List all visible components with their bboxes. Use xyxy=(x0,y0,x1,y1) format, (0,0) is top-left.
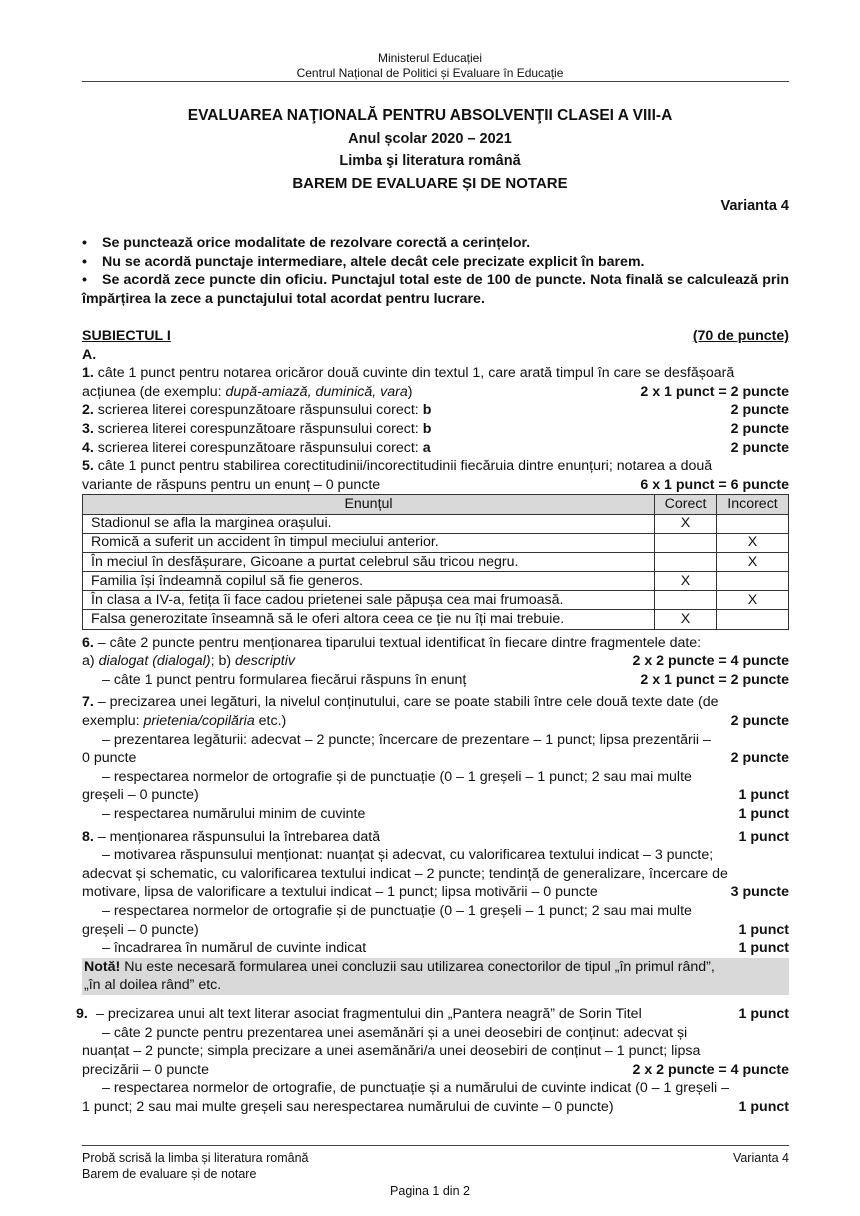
column-header: Corect xyxy=(655,495,717,514)
question-7-subitem-score: 0 puncte 2 puncte xyxy=(82,750,789,767)
score: 1 punct xyxy=(738,921,789,938)
page-number: Pagina 1 din 2 xyxy=(390,1184,470,1198)
column-header: Enunțul xyxy=(83,495,655,514)
footer-variant: Varianta 4 xyxy=(732,1151,789,1165)
subiect-section xyxy=(76,327,789,1117)
table-row: Romică a suferit un accident în timpul meciului anterior. X xyxy=(83,533,789,552)
table-row: Familia își îndeamnă copilul să fie generos. X xyxy=(83,572,789,591)
question-8-subitem-score: greșeli – 0 puncte) 1 punct xyxy=(82,921,789,938)
score: 2 x 1 punct = 2 puncte xyxy=(640,671,789,688)
subject-title: Limba şi literatura română xyxy=(339,153,521,169)
score: 1 punct xyxy=(738,806,789,822)
question-4: 4. scrierea literei corespunzătoare răspunsului corect: a 2 puncte xyxy=(82,439,789,456)
score: 6 x 1 punct = 6 puncte xyxy=(640,476,789,493)
question-2: 2. scrierea literei corespunzătoare răspunsului corect: b 2 puncte xyxy=(82,402,789,419)
barem-title: BAREM DE EVALUARE ȘI DE NOTARE xyxy=(292,174,568,192)
statements-table xyxy=(82,494,789,629)
question-9-subitem-cont: nuanțat – 2 puncte; simpla precizare a unei asemănări/a unei deosebiri de conținut – 1 punct; lipsa xyxy=(82,1043,701,1060)
table-row: În clasa a IV-a, fetița îi face cadou prietenei sale păpușa cea mai frumoasă. X xyxy=(83,591,789,610)
ministry-name: Ministerul Educației xyxy=(377,51,483,65)
table-row: Stadionul se afla la marginea orașului. X xyxy=(83,514,789,533)
question-7-subitem: – respectarea numărului minim de cuvinte 1 punct xyxy=(102,806,789,822)
note-box: Notă! Nu este necesară formularea unei concluzii sau utilizarea conectorilor de tipul „în primul rând”, „în al doilea rând” etc. xyxy=(82,958,789,995)
question-6-score-row: a) dialogat (dialogal); b) descriptiv 2 x 2 puncte = 4 puncte xyxy=(82,653,789,670)
footer-exam-name: Probă scrisă la limba și literatura română xyxy=(82,1151,309,1165)
question-8-subitem: – respectarea normelor de ortografie și de punctuație (0 – 1 greșeli – 1 punct; 2 sau mai multe xyxy=(102,902,692,919)
rule-item: • Se acordă zece puncte din oficiu. Punctajul total este de 100 de puncte. Nota finală se calculează prin împărțirea la zece a punctajului total acordat pentru lucrare. xyxy=(82,272,789,307)
score: 2 puncte xyxy=(730,420,789,437)
score: 2 puncte xyxy=(730,750,789,767)
question-6-subitem: – câte 1 punct pentru formularea fiecărui răspuns în enunț 2 x 1 punct = 2 puncte xyxy=(102,671,789,688)
table-row: Falsa generozitate înseamnă să le oferi altora ceea ce ție nu îți mai trebuie. X xyxy=(83,610,789,629)
question-9-subitem-score: 1 punct; 2 sau mai multe greșeli sau nerespectarea numărului de cuvinte – 0 puncte) 1 punct xyxy=(82,1098,789,1115)
rules-list xyxy=(82,234,789,308)
header-divider xyxy=(82,81,789,82)
center-name: Centrul Național de Politici și Evaluare în Educație xyxy=(296,66,564,80)
score: 1 punct xyxy=(738,1005,789,1022)
question-1-score-row: acțiunea (de exemplu: după-amiază, duminică, vara) 2 x 1 punct = 2 puncte xyxy=(82,383,789,400)
question-7-score-row: exemplu: prietenia/copilăria etc.) 2 puncte xyxy=(82,713,789,730)
page-footer xyxy=(82,1150,789,1182)
question-9-subitem-score: precizării – 0 puncte 2 x 2 puncte = 4 puncte xyxy=(82,1061,789,1078)
table-header-row xyxy=(83,495,789,514)
subiect-title: SUBIECTUL I xyxy=(82,328,171,344)
question-6: 6. – câte 2 puncte pentru menționarea tiparului textual identificat în fiecare dintre fragmentele date: xyxy=(82,634,702,651)
score: 1 punct xyxy=(738,787,789,804)
ministry-header xyxy=(0,51,860,81)
footer-barem-name: Barem de evaluare și de notare xyxy=(82,1167,257,1181)
question-5: 5. câte 1 punct pentru stabilirea corectitudinii/incorectitudinii fiecăruia dintre enunțuri; notarea a două xyxy=(82,458,713,475)
question-1: 1. câte 1 punct pentru notarea oricăror două cuvinte din textul 1, care arată timpul în care se desfășoară xyxy=(82,365,735,382)
exam-title: EVALUAREA NAŢIONALĂ PENTRU ABSOLVENŢII CLASEI A VIII-A xyxy=(187,107,673,124)
footer-divider xyxy=(82,1145,789,1146)
score: 1 punct xyxy=(738,1098,789,1115)
question-8-subitem-cont: adecvat și schematic, cu valorificarea textului indicat – 2 puncte; tendință de generalizare, încercare de xyxy=(82,865,728,882)
note-label: Notă! xyxy=(84,958,121,975)
score: 1 punct xyxy=(738,940,789,957)
rule-item: • Se punctează orice modalitate de rezolvare corectă a cerințelor. xyxy=(82,235,531,251)
school-year: Anul școlar 2020 – 2021 xyxy=(348,130,512,147)
score: 2 puncte xyxy=(730,439,789,456)
subiect-heading xyxy=(82,327,789,346)
question-8-subitem-score: motivare, lipsa de valorificare a textului indicat – 1 punct; lipsa motivării – 0 puncte 3 puncte xyxy=(82,884,789,901)
column-header: Incorect xyxy=(717,495,789,514)
title-block xyxy=(0,106,860,196)
question-9-subitem: – respectarea normelor de ortografie, de punctuație și a numărului de cuvinte indicat (0 – 1 greșeli – xyxy=(102,1080,729,1097)
section-label: A. xyxy=(82,346,97,363)
score: 2 x 2 puncte = 4 puncte xyxy=(632,653,789,670)
score: 2 puncte xyxy=(730,713,789,730)
score: 2 puncte xyxy=(730,402,789,419)
score: 2 x 2 puncte = 4 puncte xyxy=(632,1061,789,1078)
question-5-score-row: variante de răspuns pentru un enunț – 0 puncte 6 x 1 punct = 6 puncte xyxy=(82,476,789,493)
question-7: 7. – precizarea unei legături, la nivelul conținutului, care se poate stabili între cele două texte date (de xyxy=(82,694,719,711)
question-7-subitem: – prezentarea legăturii: adecvat – 2 puncte; încercare de prezentare – 1 punct; lipsa prezentării – xyxy=(102,731,711,748)
score: 2 x 1 punct = 2 puncte xyxy=(640,383,789,400)
score: 1 punct xyxy=(738,828,789,845)
question-8-subitem: – motivarea răspunsului menționat: nuanțat și adecvat, cu valorificarea textului indicat – 3 puncte; xyxy=(102,847,714,864)
rule-item: • Nu se acordă punctaje intermediare, altele decât cele precizate explicit în barem. xyxy=(82,253,645,270)
question-7-subitem: – respectarea normelor de ortografie și de punctuație (0 – 1 greșeli – 1 punct; 2 sau mai multe xyxy=(102,768,692,785)
score: 3 puncte xyxy=(730,884,789,901)
variant-label: Varianta 4 xyxy=(720,198,789,214)
question-9: 9. – precizarea unui alt text literar asociat fragmentului din „Pantera neagră” de Sorin Titel 1 punct xyxy=(76,1005,789,1022)
question-9-subitem: – câte 2 puncte pentru prezentarea unei asemănări și a unei deosebiri de conținut: adecvat și xyxy=(102,1024,688,1041)
question-8: 8. – menționarea răspunsului la întrebarea dată 1 punct xyxy=(82,828,789,845)
subiect-points: (70 de puncte) xyxy=(692,328,789,344)
table-row: În meciul în desfășurare, Gicoane a purtat celebrul său tricou negru. X xyxy=(83,552,789,571)
question-3: 3. scrierea literei corespunzătoare răspunsului corect: b 2 puncte xyxy=(82,420,789,437)
question-7-subitem-score: greșeli – 0 puncte) 1 punct xyxy=(82,787,789,804)
question-8-subitem: – încadrarea în numărul de cuvinte indicat 1 punct xyxy=(102,940,789,957)
